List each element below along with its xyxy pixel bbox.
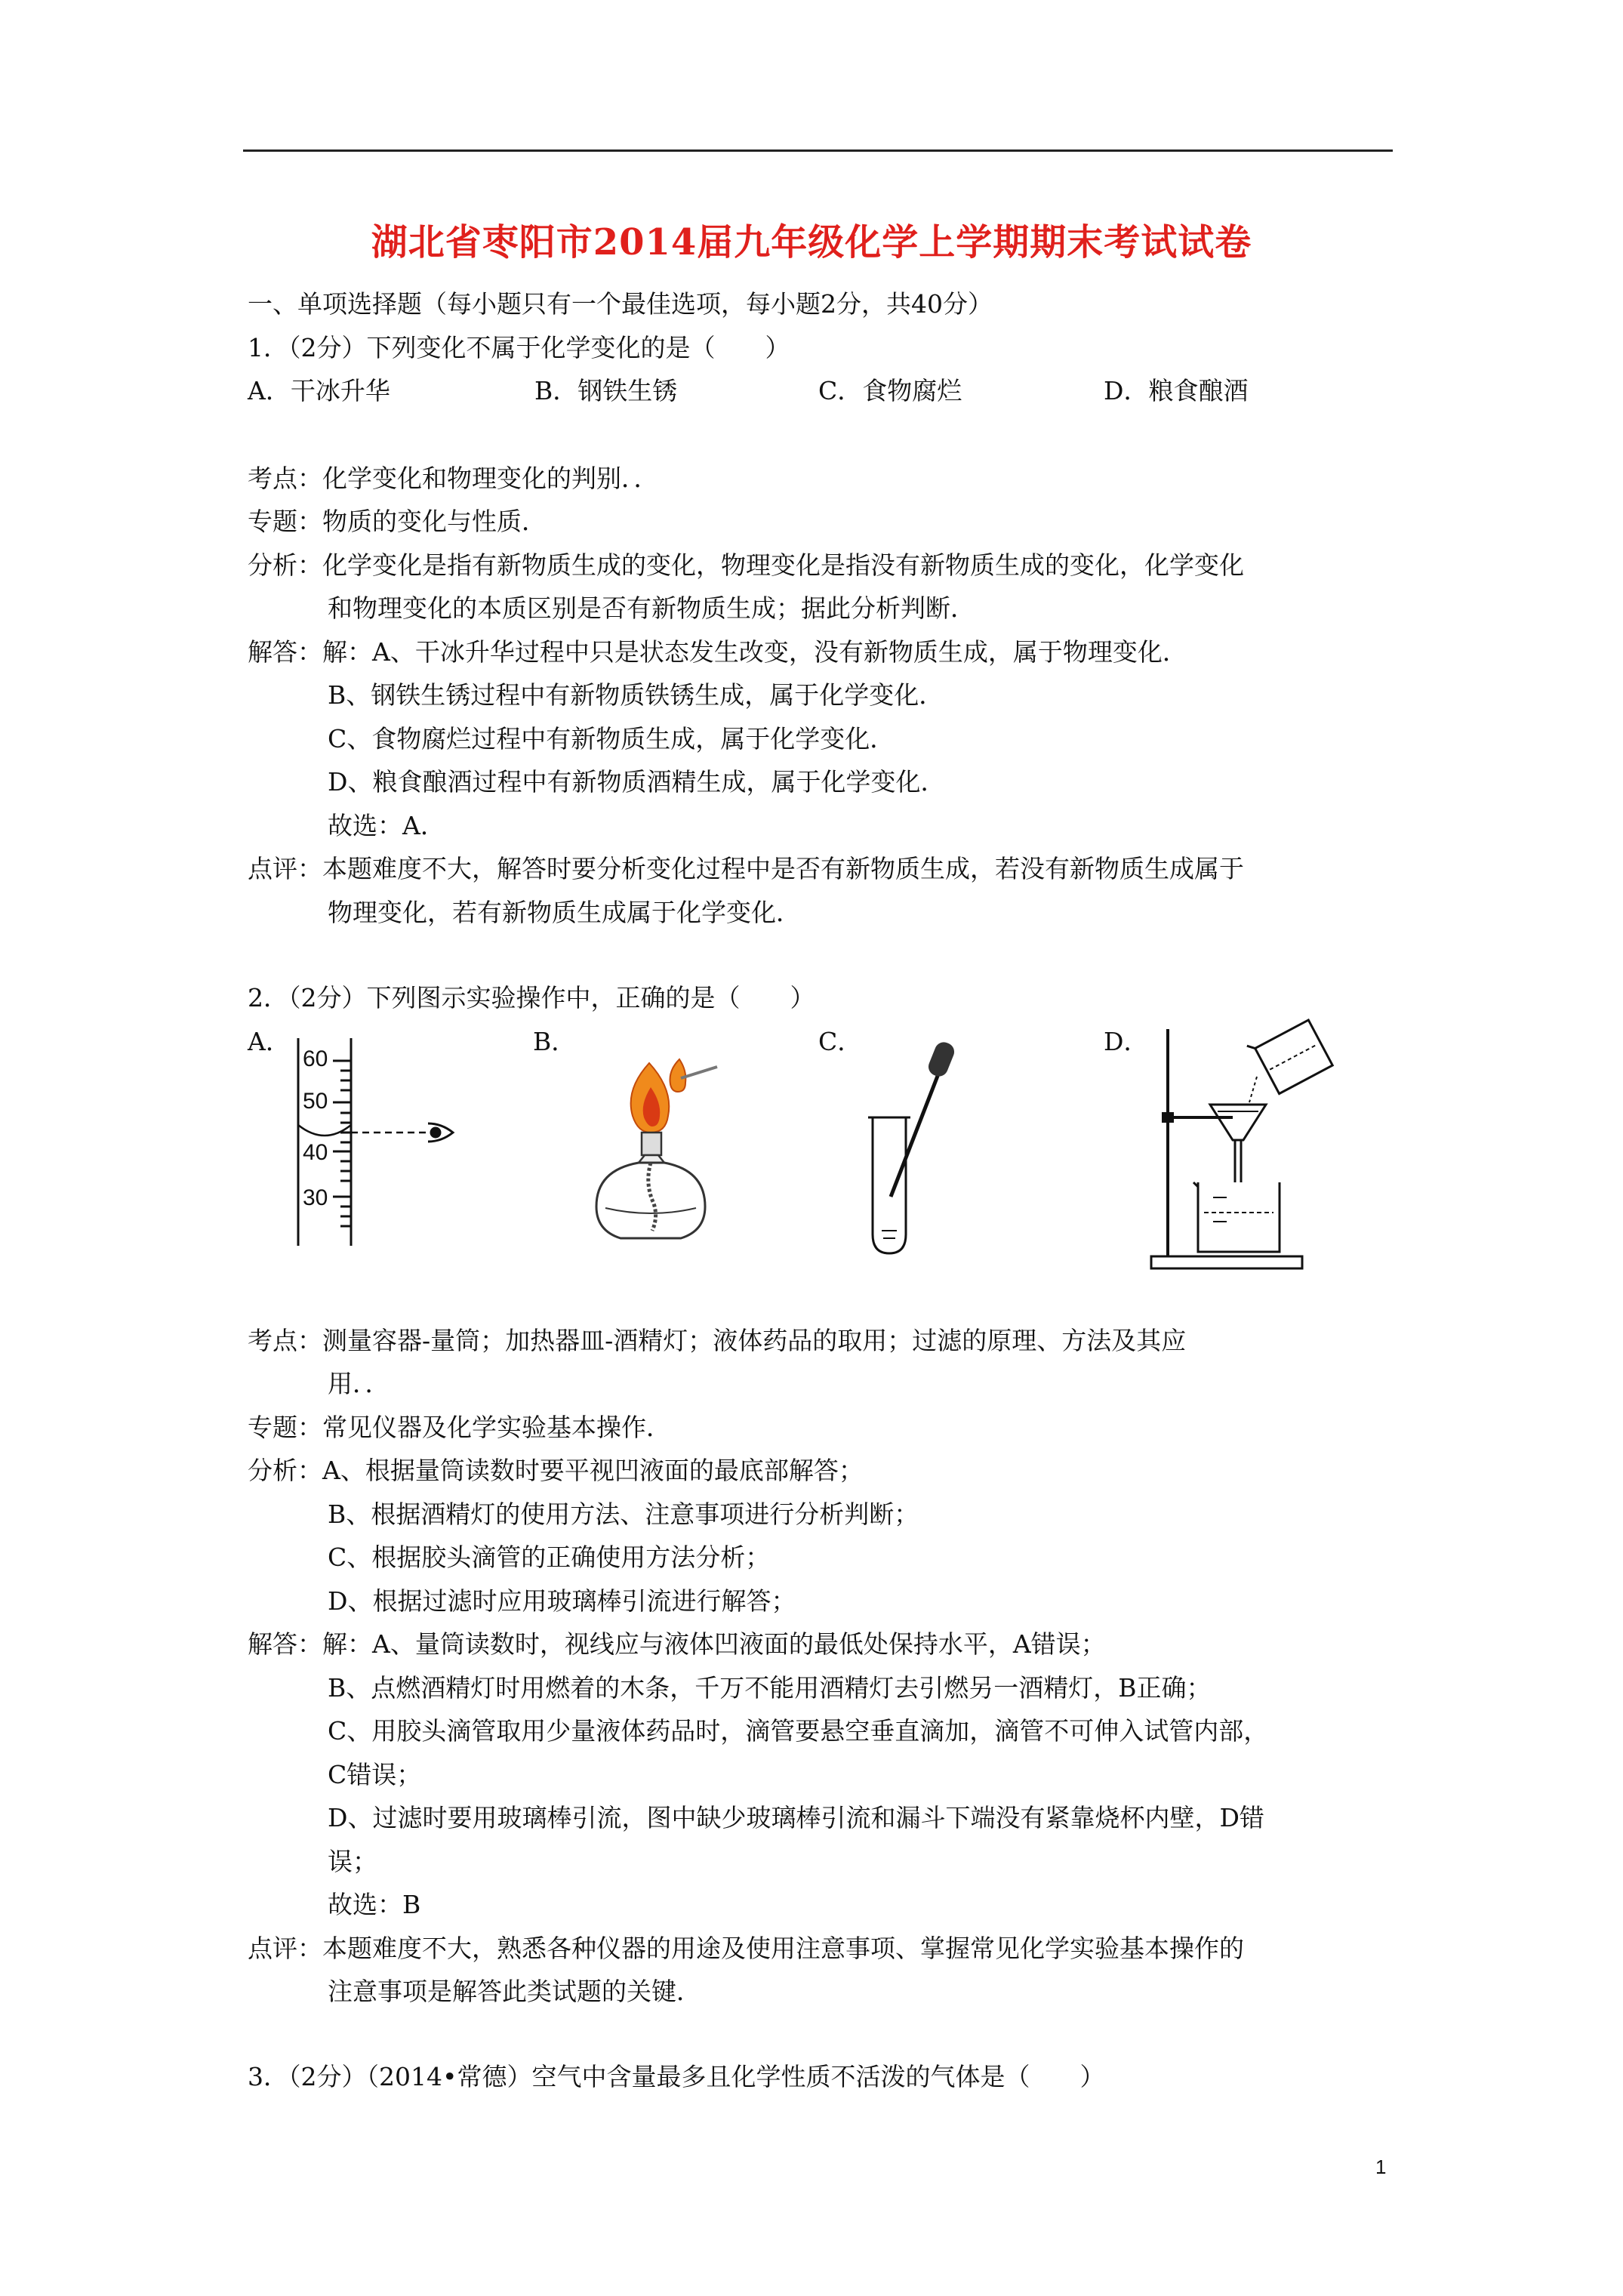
q1-jieda-2: B、钢铁生锈过程中有新物质铁锈生成，属于化学变化． (328, 680, 944, 710)
q1-option-d: D．粮食酿酒 (1104, 376, 1249, 405)
q1-option-c: C．食物腐烂 (818, 376, 962, 405)
q2-zhuanti: 专题：常见仪器及化学实验基本操作． (248, 1413, 671, 1442)
q2-fenxi-3: C、根据胶头滴管的正确使用方法分析； (328, 1542, 771, 1572)
page-title: 湖北省枣阳市2014届九年级化学上学期期末考试试卷 (371, 221, 1252, 264)
q1-stem: 1．（2分）下列变化不属于化学变化的是（ ） (248, 333, 790, 362)
cylinder-tick-50: 50 (303, 1089, 328, 1114)
q1-kaodian: 考点：化学变化和物理变化的判别．． (248, 464, 659, 493)
graduated-cylinder-figure (291, 1034, 472, 1250)
alcohol-lamp-figure (566, 1033, 740, 1256)
q2-jieda-1: 解答：解：A、量筒读数时，视线应与液体凹液面的最低处保持水平，A错误； (248, 1629, 1106, 1659)
page-number: 1 (1375, 2156, 1387, 2178)
q1-fenxi-1: 分析：化学变化是指有新物质生成的变化，物理变化是指没有新物质生成的变化，化学变化 (248, 550, 1244, 580)
q1-dianping-1: 点评：本题难度不大，解答时要分析变化过程中是否有新物质生成，若没有新物质生成属于 (248, 854, 1244, 883)
q2-jieda-2: B、点燃酒精灯时用燃着的木条，千万不能用酒精灯去引燃另一酒精灯，B正确； (328, 1673, 1212, 1703)
q1-jieda-4: D、粮食酿酒过程中有新物质酒精生成，属于化学变化． (328, 767, 946, 797)
q2-dianping-2: 注意事项是解答此类试题的关键． (328, 1977, 701, 2006)
q1-option-a: A．干冰升华 (248, 376, 390, 405)
q1-zhuanti: 专题：物质的变化与性质． (248, 507, 547, 536)
filtration-setup-figure (1144, 1018, 1351, 1274)
q1-fenxi-2: 和物理变化的本质区别是否有新物质生成；据此分析判断． (328, 593, 975, 623)
section-heading: 一、单项选择题（每小题只有一个最佳选项，每小题2分，共40分） (248, 289, 993, 319)
q2-jieda-6: 误； (328, 1847, 377, 1876)
q1-dianping-2: 物理变化，若有新物质生成属于化学变化． (328, 898, 801, 927)
cylinder-tick-60: 60 (303, 1046, 328, 1071)
q2-fenxi-1: 分析：A、根据量筒读数时要平视凹液面的最底部解答； (248, 1456, 864, 1485)
q2-jieda-7: 故选：B (328, 1890, 421, 1919)
eye-icon (428, 1123, 453, 1142)
q2-option-a-label: A． (248, 1027, 291, 1056)
q2-stem: 2．（2分）下列图示实验操作中，正确的是（ ） (248, 983, 815, 1012)
q2-jieda-3: C、用胶头滴管取用少量液体药品时，滴管要悬空垂直滴加，滴管不可伸入试管内部， (328, 1716, 1269, 1746)
q2-jieda-4: C错误； (328, 1760, 422, 1789)
q2-dianping-1: 点评：本题难度不大，熟悉各种仪器的用途及使用注意事项、掌握常见化学实验基本操作的 (248, 1934, 1244, 1963)
q1-option-b: B．钢铁生锈 (534, 376, 678, 405)
q2-kaodian-1: 考点：测量容器-量筒；加热器皿-酒精灯；液体药品的取用；过滤的原理、方法及其应 (248, 1326, 1187, 1355)
q2-jieda-5: D、过滤时要用玻璃棒引流，图中缺少玻璃棒引流和漏斗下端没有紧靠烧杯内壁，D错 (328, 1803, 1264, 1832)
q1-jieda-3: C、食物腐烂过程中有新物质生成，属于化学变化． (328, 724, 895, 754)
cylinder-tick-30: 30 (303, 1185, 328, 1210)
q2-kaodian-2: 用．． (328, 1369, 390, 1398)
q2-option-d-label: D． (1104, 1027, 1149, 1056)
q2-fenxi-2: B、根据酒精灯的使用方法、注意事项进行分析判断； (328, 1499, 919, 1529)
q2-option-b-label: B． (533, 1027, 577, 1056)
header-rule (243, 149, 1393, 152)
cylinder-tick-40: 40 (303, 1140, 328, 1165)
q2-fenxi-4: D、根据过滤时应用玻璃棒引流进行解答； (328, 1586, 796, 1616)
q1-jieda-1: 解答：解：A、干冰升华过程中只是状态发生改变，没有新物质生成，属于物理变化． (248, 637, 1187, 667)
q1-jieda-5: 故选：A． (328, 811, 445, 840)
dropper-test-tube-figure (858, 1027, 971, 1261)
q3-stem: 3．（2分）（2014•常德）空气中含量最多且化学性质不活泼的气体是（ ） (248, 2062, 1105, 2091)
q2-option-c-label: C． (818, 1027, 863, 1056)
